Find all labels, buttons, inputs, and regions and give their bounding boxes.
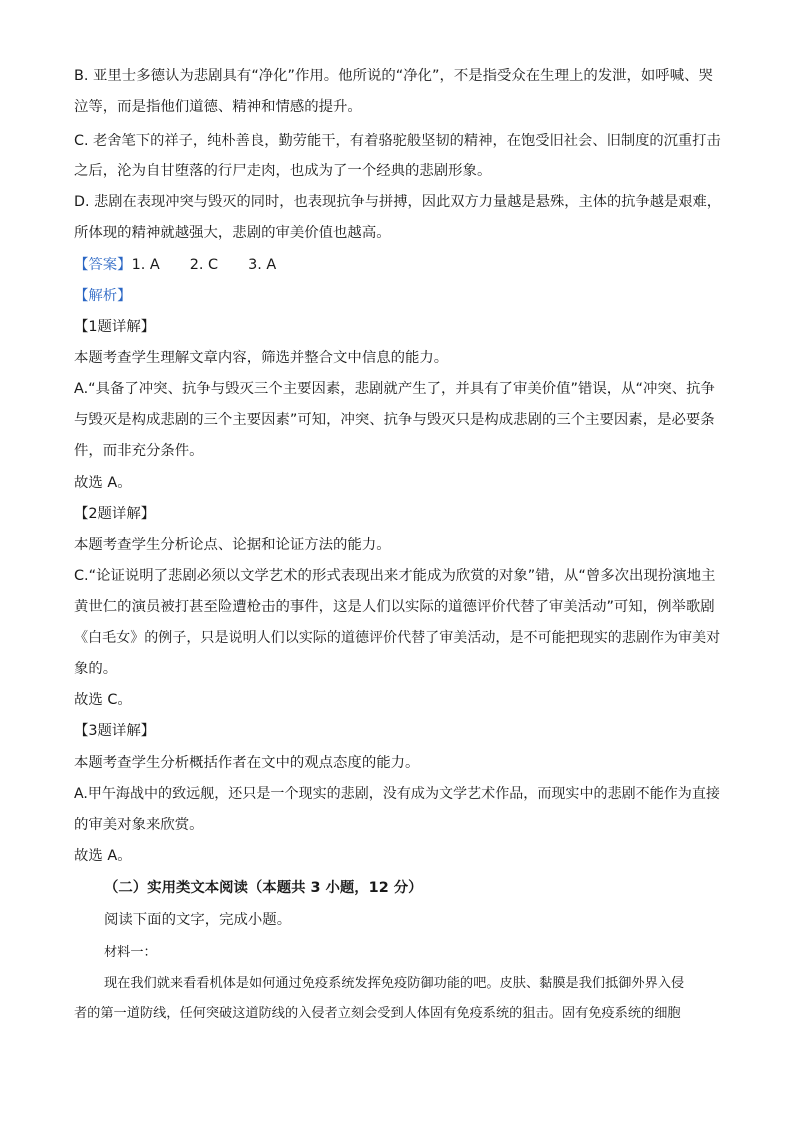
q2-line: 本题考查学生分析论点、论据和论证方法的能力。 <box>74 537 391 553</box>
q2-line: 故选 C。 <box>74 692 132 708</box>
answer-item-1: 1. A <box>131 257 160 273</box>
section-title: （二）实用类文本阅读（本题共 3 小题，12 分） <box>104 880 423 896</box>
q3-line: 的审美对象来欣赏。 <box>74 817 204 833</box>
answer-label: 【答案】 <box>74 257 132 273</box>
q1-line: 本题考查学生理解文章内容，筛选并整合文中信息的能力。 <box>74 350 449 366</box>
material-label: 材料一： <box>104 945 157 960</box>
option-c-line-1: C. 老舍笔下的祥子，纯朴善良，勤劳能干，有着骆驼般坚韧的精神，在饱受旧社会、旧制度的沉重打击 <box>74 133 721 149</box>
answer-item-2: 2. C <box>189 257 219 273</box>
q1-heading: 【1题详解】 <box>74 319 156 335</box>
q1-line: 件，而非充分条件。 <box>74 443 204 459</box>
analysis-label: 【解析】 <box>74 288 132 304</box>
q3-line: 故选 A。 <box>74 848 132 864</box>
q2-line: 象的。 <box>74 661 118 677</box>
q3-heading: 【3题详解】 <box>74 723 156 739</box>
material-line: 者的第一道防线，任何突破这道防线的入侵者立刻会受到人体固有免疫系统的狙击。固有免疫系统的细胞 <box>74 1006 681 1021</box>
q2-line: 黄世仁的演员被打甚至险遭枪击的事件，这是人们以实际的道德评价代替了审美活动”可知，例举歌剧 <box>74 599 715 615</box>
q3-line: A.甲午海战中的致远舰，还只是一个现实的悲剧，没有成为文学艺术作品，而现实中的悲剧不能作为直接 <box>74 786 720 802</box>
q3-line: 本题考查学生分析概括作者在文中的观点态度的能力。 <box>74 755 420 771</box>
q1-line: 故选 A。 <box>74 475 132 491</box>
q2-line: 《白毛女》的例子，只是说明人们以实际的道德评价代替了审美活动，是不可能把现实的悲剧作为审美对 <box>74 630 721 646</box>
answer-item-3: 3. A <box>248 257 277 273</box>
q2-heading: 【2题详解】 <box>74 506 156 522</box>
material-line: 现在我们就来看看机体是如何通过免疫系统发挥免疫防御功能的吧。皮肤、黏膜是我们抵御外界入侵 <box>104 976 685 991</box>
section-instruction: 阅读下面的文字，完成小题。 <box>104 912 292 928</box>
answer-row <box>74 256 276 274</box>
option-b-line-2: 泣等，而是指他们道德、精神和情感的提升。 <box>74 99 362 115</box>
q2-line: C.“论证说明了悲剧必须以文学艺术的形式表现出来才能成为欣赏的对象”错，从“曾多次出现扮演地主 <box>74 568 716 584</box>
q1-line: A.“具备了冲突、抗争与毁灭三个主要因素，悲剧就产生了，并具有了审美价值”错误，从“冲突、抗争 <box>74 381 715 397</box>
option-c-line-2: 之后，沦为自甘堕落的行尸走肉，也成为了一个经典的悲剧形象。 <box>74 163 492 179</box>
q1-line: 与毁灭是构成悲剧的三个主要因素”可知，冲突、抗争与毁灭只是构成悲剧的三个主要因素，是必要条 <box>74 412 715 428</box>
option-d-line-1: D. 悲剧在表现冲突与毁灭的同时，也表现抗争与拼搏，因此双方力量越是悬殊，主体的抗争越是艰难， <box>74 194 722 210</box>
option-b-line-1: B. 亚里士多德认为悲剧具有“净化”作用。他所说的“净化”，不是指受众在生理上的发泄，如呼喊、哭 <box>74 68 713 84</box>
option-d-line-2: 所体现的精神就越强大，悲剧的审美价值也越高。 <box>74 225 391 241</box>
